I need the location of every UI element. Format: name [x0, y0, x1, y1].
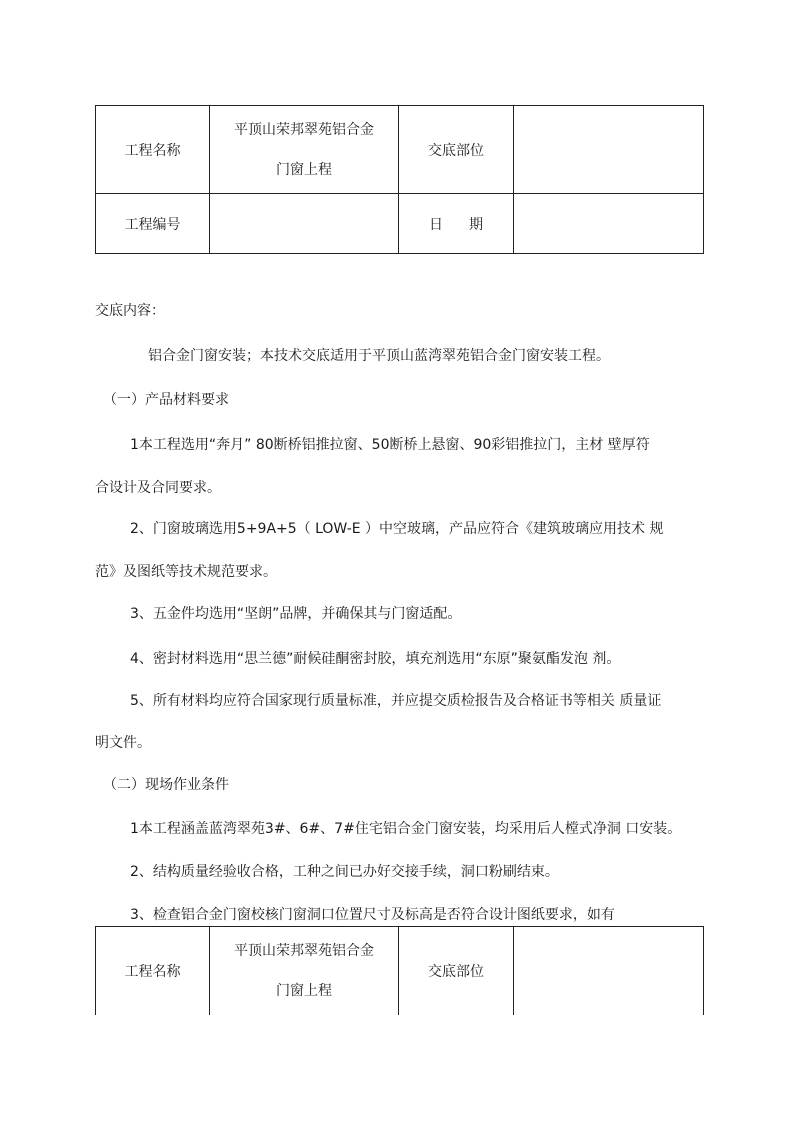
section1-title: （一）产品材料要求	[103, 392, 229, 408]
item2-line1: 2、门窗玻璃选用5+9A+5（ LOW-E ）中空玻璃，产品应符合《建筑玻璃应用技术 规	[130, 521, 664, 537]
date-label	[399, 194, 514, 254]
item2-line2: 范》及图纸等技术规范要求。	[95, 564, 277, 580]
part-label-repeat: 交底部位	[399, 927, 514, 1015]
project-name-label-repeat: 工程名称	[96, 927, 210, 1015]
item5-line2: 明文件。	[95, 735, 151, 751]
header-table	[95, 105, 704, 254]
item7-text: 2、结构质量经验收合格，工种之间已办好交接手续，洞口粉刷结束。	[130, 864, 559, 880]
part-label: 交底部位	[399, 106, 514, 194]
project-name-line2: 门窗上程	[276, 161, 332, 178]
project-no-value	[210, 194, 399, 254]
project-no-label: 工程编号	[96, 194, 210, 254]
header-table-repeat	[95, 926, 704, 1015]
item6-text: 1本工程涵盖蓝湾翠苑3#、6#、7#住宅铝合金门窗安装，均采用后人樘式净洞 口安装。	[130, 821, 682, 837]
item4-text: 4、密封材料选用“思兰德”耐候硅酮密封胶，填充剂选用“东原”聚氨酯发泡 剂。	[130, 651, 621, 667]
item5-line1: 5、所有材料均应符合国家现行质量标准，并应提交质检报告及合格证书等相关 质量证	[130, 693, 662, 709]
item1-line1: 1本工程选用“奔月” 80断桥铝推拉窗、50断桥上悬窗、90彩铝推拉门，主材 壁厚符	[130, 437, 650, 453]
date-value	[514, 194, 704, 254]
project-name-line2-repeat: 门窗上程	[276, 982, 332, 999]
project-name-line1: 平顶山荣邦翠苑铝合金	[234, 121, 374, 138]
item1-line2: 合设计及合同要求。	[95, 480, 221, 496]
date-label-2: 期	[469, 216, 483, 233]
project-name-value	[210, 106, 399, 194]
intro-text: 铝合金门窗安装；本技术交底适用于平顶山蓝湾翠苑铝合金门窗安装工程。	[148, 348, 610, 364]
project-name-label: 工程名称	[96, 106, 210, 194]
date-label-1: 日	[429, 216, 443, 233]
part-value	[514, 106, 704, 194]
content-heading: 交底内容：	[95, 303, 165, 319]
section2-title: （二）现场作业条件	[103, 777, 229, 793]
item3-text: 3、五金件均选用“坚朗”品牌，并确保其与门窗适配。	[130, 606, 462, 622]
item8-text: 3、检查铝合金门窗校核门窗洞口位置尺寸及标高是否符合设计图纸要求，如有	[130, 907, 615, 923]
project-name-value-repeat	[210, 927, 399, 1015]
part-value-repeat	[514, 927, 704, 1015]
project-name-line1-repeat: 平顶山荣邦翠苑铝合金	[234, 942, 374, 959]
